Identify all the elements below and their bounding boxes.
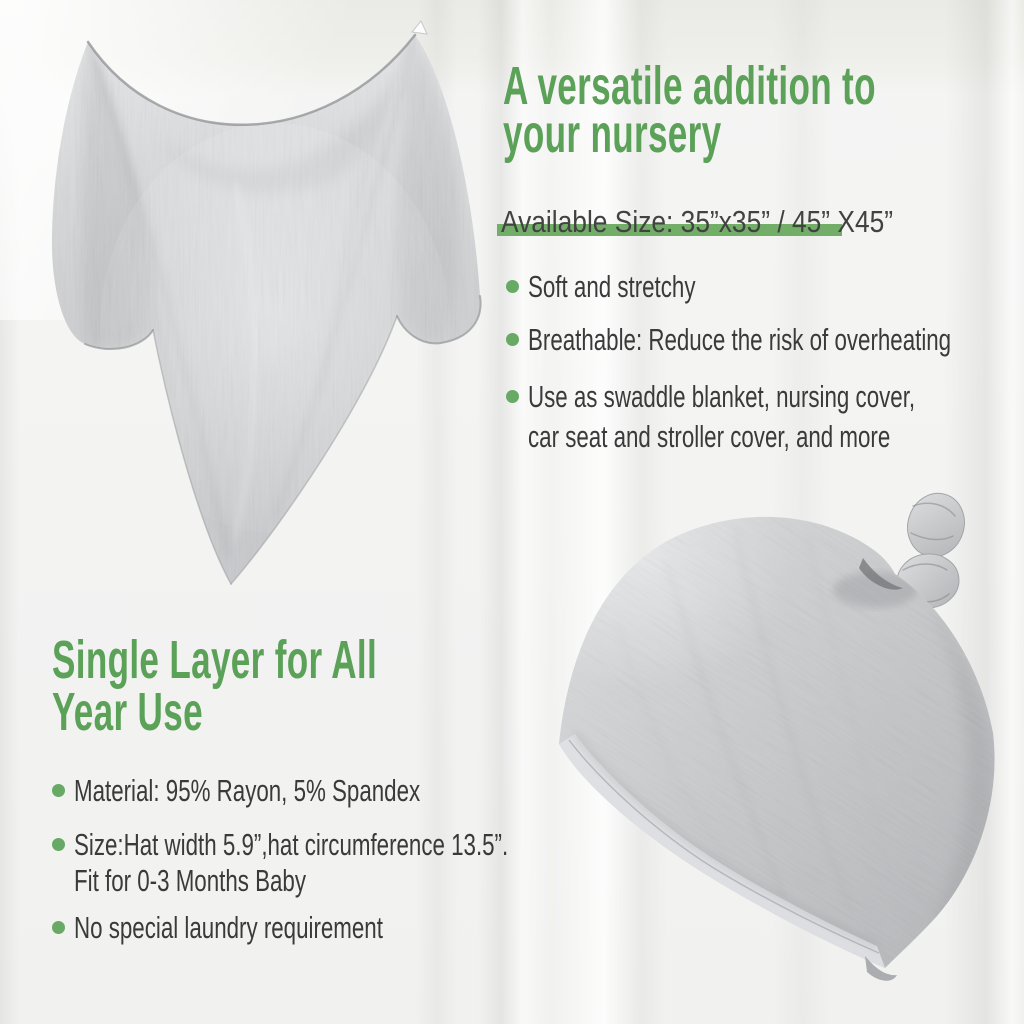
left-heading (52, 630, 552, 742)
hat-photo (545, 478, 1015, 1018)
size-line-text: Available Size: 35”x35” / 45” X45” (501, 204, 894, 239)
bullet-use-as (506, 377, 1024, 457)
bullet-dot-icon (52, 921, 65, 934)
bullet-soft-stretchy (506, 267, 761, 307)
bullet-laundry (52, 910, 503, 946)
bullet-dot-icon (506, 333, 519, 346)
bullet-dot-icon (506, 280, 519, 293)
bullet-text-line2: car seat and stroller cover, and more (528, 419, 891, 454)
bullet-material (52, 773, 555, 809)
bullet-text: Breathable: Reduce the risk of overheating (528, 322, 952, 357)
bullet-text: Soft and stretchy (528, 269, 696, 304)
bullet-text: Material: 95% Rayon, 5% Spandex (74, 773, 421, 808)
right-heading (503, 56, 1024, 164)
right-heading-line1: A versatile addition to (503, 56, 876, 116)
bullet-text-line1: Size:Hat width 5.9”,hat circumference 13.5”. (74, 827, 509, 862)
right-heading-line2: your nursery (503, 104, 722, 164)
bullet-text: No special laundry requirement (74, 910, 383, 945)
bullet-text-line1: Use as swaddle blanket, nursing cover, (528, 379, 916, 414)
left-heading-line2: Year Use (52, 682, 203, 742)
bullet-text-line2: Fit for 0-3 Months Baby (74, 863, 306, 898)
bullet-breathable (506, 320, 1024, 360)
left-heading-line1: Single Layer for All (52, 630, 378, 690)
bullet-size (52, 827, 677, 899)
clip-pin (412, 21, 427, 34)
bullet-dot-icon (52, 838, 65, 851)
bullet-dot-icon (506, 390, 519, 403)
bullet-dot-icon (52, 784, 65, 797)
blanket-shading (35, 18, 505, 598)
size-line (501, 202, 962, 242)
blanket-photo (35, 18, 505, 598)
